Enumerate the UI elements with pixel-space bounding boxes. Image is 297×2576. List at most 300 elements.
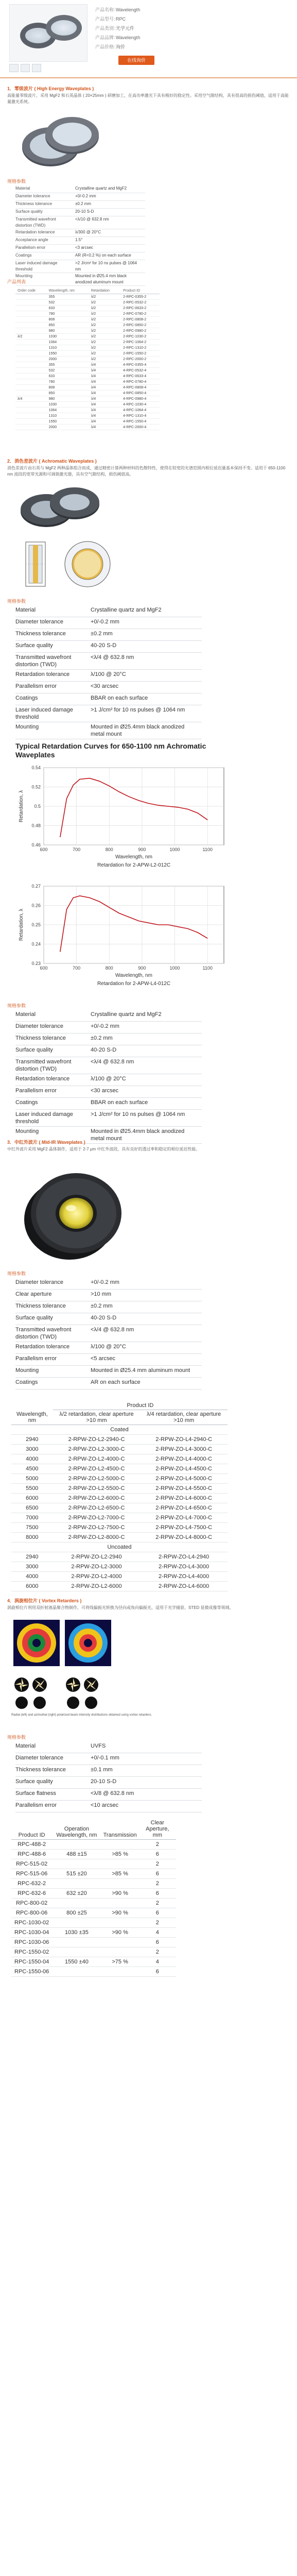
table-cell: >85 % [101, 1869, 139, 1879]
table-cell: 4-RPC-1550-4 [121, 419, 160, 425]
mid-ir-waveplate-photo [15, 1162, 129, 1265]
info-label: 产品类别： [95, 26, 119, 31]
table-cell [15, 385, 47, 391]
spec-value: +0/-0.2 mm [75, 193, 145, 201]
table-row [11, 1918, 176, 1928]
table-row [15, 328, 160, 334]
table-cell: 2 [139, 1840, 176, 1850]
y-tick-label: 0.46 [31, 842, 41, 848]
table-cell [15, 351, 47, 357]
column-header: λ/4 retardation, clear aperture >10 mm [140, 1410, 228, 1425]
group-label-row [11, 1543, 228, 1552]
spec-key: Parallelism error [15, 1354, 91, 1366]
table-row [11, 1869, 176, 1879]
section-title: 1．零级波片 ( High Energy Waveplates ) [7, 86, 94, 91]
table-cell [15, 425, 47, 430]
table-row [11, 1840, 176, 1850]
table-cell [101, 1859, 139, 1869]
table-row [15, 340, 160, 345]
table-cell: 4-RPC-1030-4 [121, 402, 160, 408]
table-cell: 2-RPW-ZO-L2-7500-C [53, 1523, 141, 1533]
spec-key: Coatings [15, 1378, 91, 1389]
thumbnail[interactable] [21, 64, 30, 72]
group-label: Uncoated [11, 1543, 228, 1552]
spec-key: Surface quality [15, 641, 91, 653]
spec-value: 20-10 S-D [75, 209, 145, 216]
spec-heading: 规格参数 [7, 179, 26, 184]
spec-row [15, 245, 145, 252]
table-cell: λ/4 [89, 408, 121, 413]
table-cell: 2-RPW-ZO-L2-7000-C [53, 1513, 141, 1523]
table-cell: λ/4 [89, 374, 121, 379]
table-row [11, 1435, 228, 1445]
spec-value: <5 arcsec [91, 1354, 202, 1366]
spec-value: >10 mm [91, 1290, 202, 1301]
table-row [11, 1523, 228, 1533]
table-row [15, 317, 160, 323]
table-cell: 780 [47, 311, 89, 317]
chart-section-title: Typical Retardation Curves for 650-1100 nm Achromatic Waveplates [15, 742, 206, 759]
spec-value: λ/100 @ 20°C [91, 1342, 202, 1354]
table-cell: 1550 ±40 [52, 1957, 101, 1967]
spec-value: +0/-0.2 mm [91, 1278, 202, 1290]
table-row [15, 402, 160, 408]
spec-key: Mounting [15, 273, 75, 286]
table-cell: 2-RPW-ZO-L2-5000-C [53, 1474, 141, 1484]
table-cell: 2-RPW-ZO-L2-3000 [53, 1562, 141, 1572]
table-cell [15, 374, 47, 379]
table-cell: 488 ±15 [52, 1850, 101, 1859]
table-row [15, 413, 160, 419]
column-header: λ/2 retardation, clear aperture >10 mm [53, 1410, 141, 1425]
section-description: 高能量零级波片，采用 MgF2 和石英晶体 ( 20×25mm ) 研磨加工，在高功率激光下具有极好的稳定性。采用空气隙结构，具有很高的损伤阈值，适用于高能量激光系统。 [7, 93, 289, 104]
spec-row [15, 1022, 202, 1033]
table-cell: λ/4 [89, 419, 121, 425]
table-cell [15, 408, 47, 413]
y-tick-label: 0.52 [31, 784, 41, 790]
thumbnail[interactable] [32, 64, 41, 72]
x-tick-label: 1100 [202, 965, 213, 971]
table-cell: 800 ±25 [52, 1908, 101, 1918]
product-header [0, 0, 297, 82]
table-cell: 4-RPC-0980-4 [121, 396, 160, 402]
spec-table [15, 1010, 202, 1144]
spec-value: >2 J/cm² for 10 ns pulses @ 1064 nm [75, 260, 145, 273]
table-cell [15, 379, 47, 385]
table-cell: 2 [139, 1879, 176, 1889]
spec-key: Material [15, 1741, 91, 1753]
product-list-heading: 产品列表 [7, 279, 26, 284]
spec-value: ±0.2 mm [91, 1033, 202, 1045]
table-row [11, 1494, 228, 1503]
table-cell: 7500 [11, 1523, 53, 1533]
table-cell: 4-RPC-0808-4 [121, 385, 160, 391]
spec-value: Mounted in Ø25.4 mm aluminum mount [91, 1366, 202, 1378]
table-cell: 2-RPC-0808-2 [121, 317, 160, 323]
product-main-image[interactable] [9, 4, 88, 62]
retardation-chart-half-wave [15, 762, 232, 875]
table-row [11, 1938, 176, 1947]
spec-key: Thickness tolerance [15, 1033, 91, 1045]
table-cell: >90 % [101, 1928, 139, 1938]
table-cell: 6 [139, 1908, 176, 1918]
table-cell: 532 [47, 300, 89, 306]
table-cell: 980 [47, 328, 89, 334]
table-cell [15, 328, 47, 334]
table-cell [101, 1879, 139, 1889]
spec-row [15, 1010, 202, 1022]
spec-key: Transmitted wavefront distortion (TWD) [15, 1057, 91, 1074]
spec-value: <30 arcsec [91, 1086, 202, 1098]
table-cell: 1030 [47, 334, 89, 340]
x-tick-label: 700 [73, 965, 81, 971]
spec-row [15, 1354, 202, 1366]
table-cell: RPC-1030-04 [11, 1928, 52, 1938]
table-cell [15, 306, 47, 311]
spec-value: AR on each surface [91, 1378, 202, 1389]
spec-row [15, 260, 145, 273]
spec-row [15, 605, 202, 617]
spec-heading: 规格参数 [7, 1003, 26, 1008]
group-label: Coated [11, 1425, 228, 1435]
table-cell: >90 % [101, 1889, 139, 1899]
table-row [11, 1928, 176, 1938]
table-cell: λ/4 [89, 362, 121, 368]
spec-row [15, 1057, 202, 1074]
table-cell: >90 % [101, 1908, 139, 1918]
spec-row [15, 1290, 202, 1301]
spec-key: Parallelism error [15, 1801, 91, 1812]
table-cell [52, 1938, 101, 1947]
column-header: Product ID [11, 1819, 52, 1840]
spec-row [15, 653, 202, 670]
table-cell: 2-RPW-ZO-L4-6000 [140, 1582, 228, 1591]
waveplate-drawing [15, 536, 118, 592]
spec-key: Retardation tolerance [15, 1342, 91, 1354]
spec-row [15, 1366, 202, 1378]
spec-key: Mounting [15, 722, 91, 739]
table-cell [52, 1879, 101, 1889]
spec-row [15, 1765, 202, 1777]
spec-key: Parallelism error [15, 1086, 91, 1098]
chart-caption: Retardation for 2-APW-L4-012C [97, 981, 171, 987]
spec-key: Material [15, 605, 91, 617]
table-cell: 4000 [11, 1454, 53, 1464]
section-description: 消色差波片由石英与 MgF2 两种晶体组合而成，通过精密计算两种材料的色散特性，使得在较宽的光谱范围内相位延迟量基本保持不变。适用于 650-1100 nm 波段的宽带光源和可调谐激光器，具有空气隙结构，损伤阈值高。 [7, 466, 286, 477]
spec-value: BBAR on each surface [91, 693, 202, 705]
spec-key: Thickness tolerance [15, 201, 75, 209]
table-cell [15, 323, 47, 328]
table-row [15, 300, 160, 306]
spec-row [15, 1074, 202, 1086]
spec-value: ±0.2 mm [91, 1301, 202, 1313]
spec-row [15, 1378, 202, 1389]
table-cell: 532 [47, 368, 89, 374]
y-tick-label: 0.24 [31, 941, 41, 947]
image-thumbnails [9, 64, 43, 74]
table-cell: 6 [139, 1850, 176, 1859]
table-cell: 633 [47, 306, 89, 311]
product-info-row [95, 33, 140, 42]
table-cell: 2-RPW-ZO-L4-8000-C [140, 1533, 228, 1543]
spec-row [15, 682, 202, 693]
table-cell: RPC-632-2 [11, 1879, 52, 1889]
spec-key: Surface quality [15, 1313, 91, 1325]
y-tick-label: 0.23 [31, 961, 41, 966]
spec-key: Laser induced damage threshold [15, 1110, 91, 1127]
table-cell: 2-RPW-ZO-L4-6500-C [140, 1503, 228, 1513]
table-cell: 4-RPC-0355-4 [121, 362, 160, 368]
spec-key: Material [15, 1010, 91, 1022]
table-cell: 1030 [47, 402, 89, 408]
info-label: 产品名称： [95, 7, 119, 12]
table-row [11, 1474, 228, 1484]
table-cell: RPC-1030-02 [11, 1918, 52, 1928]
table-cell: 850 [47, 391, 89, 396]
spec-value: <λ/8 @ 632.8 nm [91, 1789, 202, 1801]
table-cell [15, 368, 47, 374]
table-cell: 1310 [47, 413, 89, 419]
table-row [11, 1533, 228, 1543]
product-info-row [95, 5, 140, 14]
table-cell [15, 402, 47, 408]
column-header: Retardation [89, 287, 121, 294]
info-value: 光学元件 [116, 26, 135, 31]
table-cell: 4-RPC-0532-4 [121, 368, 160, 374]
table-cell [15, 311, 47, 317]
table-row [11, 1454, 228, 1464]
spec-value: +0/-0.2 mm [91, 1022, 202, 1033]
table-header [11, 1401, 228, 1410]
spec-value: <3 arcsec [75, 245, 145, 252]
table-cell: 2-RPW-ZO-L4-7000-C [140, 1513, 228, 1523]
table-cell: 2-RPW-ZO-L4-3000-C [140, 1445, 228, 1454]
table-cell: 2 [139, 1899, 176, 1908]
y-tick-label: 0.48 [31, 823, 41, 828]
table-cell [15, 362, 47, 368]
table-row [11, 1947, 176, 1957]
table-cell: 2-RPW-ZO-L4-4500-C [140, 1464, 228, 1474]
table-cell: 4-RPC-0850-4 [121, 391, 160, 396]
spec-value: <λ/4 @ 632.8 nm [91, 653, 202, 670]
table-cell: λ/4 [89, 391, 121, 396]
table-cell: 2-RPW-ZO-L2-4000 [53, 1572, 141, 1582]
retardation-chart-quarter-wave [15, 881, 232, 993]
column-header: Operation Wavelength, nm [52, 1819, 101, 1840]
table-cell: 2-RPW-ZO-L4-3000 [140, 1562, 228, 1572]
table-row [11, 1859, 176, 1869]
spec-key: Transmitted wavefront distortion (TWD) [15, 216, 75, 229]
table-cell: 2-RPC-0633-2 [121, 306, 160, 311]
table-cell: λ/2 [89, 357, 121, 362]
spec-row [15, 209, 145, 216]
spec-row [15, 229, 145, 237]
spec-value: Mounted in Ø25.4mm black anodized metal mount [91, 722, 202, 739]
table-cell: 4-RPC-0780-4 [121, 379, 160, 385]
table-header [15, 287, 160, 294]
table-cell: λ/2 [89, 311, 121, 317]
spec-value: 40-20 S-D [91, 1313, 202, 1325]
table-row [11, 1879, 176, 1889]
table-row [15, 368, 160, 374]
table-cell: 6 [139, 1889, 176, 1899]
table-row [11, 1562, 228, 1572]
spec-key: Laser induced damage threshold [15, 705, 91, 722]
table-cell: 2-RPC-0850-2 [121, 323, 160, 328]
table-row [11, 1967, 176, 1977]
product-table [15, 287, 160, 430]
table-header [11, 1819, 176, 1840]
table-row [11, 1850, 176, 1859]
table-row [11, 1484, 228, 1494]
spec-value: <10 arcsec [91, 1801, 202, 1812]
chart-caption: Retardation for 2-APW-L2-012C [97, 862, 171, 868]
table-cell: RPC-632-6 [11, 1889, 52, 1899]
spec-key: Acceptance angle [15, 237, 75, 245]
spec-value: Crystalline quartz and MgF2 [91, 605, 202, 617]
table-row [11, 1513, 228, 1523]
vortex-product-table [11, 1819, 176, 1977]
table-cell: 2-RPW-ZO-L2-4000-C [53, 1454, 141, 1464]
table-row [15, 425, 160, 430]
x-tick-label: 600 [40, 965, 48, 971]
table-cell [15, 294, 47, 300]
info-value: RPC [116, 16, 126, 22]
table-cell: RPC-1030-06 [11, 1938, 52, 1947]
spec-key: Mounting [15, 1127, 91, 1144]
table-cell: 2-RPW-ZO-L2-6500-C [53, 1503, 141, 1513]
y-tick-label: 0.5 [34, 804, 41, 809]
spec-key: Diameter tolerance [15, 1753, 91, 1765]
table-cell [15, 419, 47, 425]
table-row [15, 306, 160, 311]
table-cell: 808 [47, 385, 89, 391]
spec-key: Clear aperture [15, 1290, 91, 1301]
table-cell [15, 413, 47, 419]
spec-row [15, 1033, 202, 1045]
spec-row [15, 629, 202, 641]
table-cell: 8000 [11, 1533, 53, 1543]
section-title: 2．消色差波片 ( Achromatic Waveplates ) [7, 459, 97, 464]
spec-key: Coatings [15, 693, 91, 705]
table-cell: λ/4 [89, 425, 121, 430]
divider [0, 77, 297, 78]
section-description: 中红外波片采用 MgF2 晶体制作，适用于 2-7 μm 中红外波段，具有良好的透过率和稳定的相位延迟性能。 [7, 1147, 200, 1151]
table-cell: 2-RPW-ZO-L2-2940-C [53, 1435, 141, 1445]
table-cell: 6000 [11, 1582, 53, 1591]
table-cell: 6000 [11, 1494, 53, 1503]
spec-value: Mounted in Ø25.4mm black anodized metal mount [91, 1127, 202, 1144]
table-cell: 808 [47, 317, 89, 323]
table-cell: 4000 [11, 1572, 53, 1582]
spec-value: UVFS [91, 1741, 202, 1753]
spec-table [15, 1741, 202, 1812]
table-cell: 780 [47, 379, 89, 385]
spec-key: Diameter tolerance [15, 1278, 91, 1290]
spec-value: 1.5° [75, 237, 145, 245]
table-row [15, 385, 160, 391]
table-row [11, 1957, 176, 1967]
table-cell: 632 ±20 [52, 1889, 101, 1899]
table-cell: RPC-1550-04 [11, 1957, 52, 1967]
spec-key: Coatings [15, 1098, 91, 1110]
spec-key: Thickness tolerance [15, 629, 91, 641]
spec-key: Coatings [15, 252, 75, 260]
table-cell: 2-RPC-0532-2 [121, 300, 160, 306]
column-header: Order code [15, 287, 47, 294]
table-cell [52, 1967, 101, 1977]
spec-key: Retardation tolerance [15, 1074, 91, 1086]
table-cell: RPC-1550-02 [11, 1947, 52, 1957]
spec-key: Laser induced damage threshold [15, 260, 75, 273]
table-cell: λ/2 [89, 340, 121, 345]
table-cell: RPC-515-06 [11, 1869, 52, 1879]
table-cell: RPC-1550-06 [11, 1967, 52, 1977]
spec-value: ±0.2 mm [75, 201, 145, 209]
spec-value: <λ/4 @ 632.8 nm [91, 1325, 202, 1342]
vortex-intensity-images [11, 1618, 114, 1710]
table-cell: 2-RPW-ZO-L2-6000 [53, 1582, 141, 1591]
info-label: 产品品牌： [95, 35, 119, 40]
spec-value: <λ/4 @ 632.8 nm [91, 1057, 202, 1074]
inquiry-button[interactable]: 在线询价 [118, 56, 154, 65]
spec-row [15, 617, 202, 629]
spec-value: <λ/10 @ 632.8 nm [75, 216, 145, 229]
column-header: Transmission [101, 1819, 139, 1840]
table-cell: 3000 [11, 1445, 53, 1454]
table-cell: 4-RPC-2000-4 [121, 425, 160, 430]
x-tick-label: 900 [138, 965, 146, 971]
table-row [15, 374, 160, 379]
table-cell: 2-RPW-ZO-L4-5500-C [140, 1484, 228, 1494]
table-row [11, 1503, 228, 1513]
table-cell: RPC-488-2 [11, 1840, 52, 1850]
waveplate-ring-image [46, 15, 82, 41]
table-cell [101, 1947, 139, 1957]
spec-key: Mounting [15, 1366, 91, 1378]
table-cell: 2-RPW-ZO-L2-2940 [53, 1552, 141, 1562]
table-cell: 2-RPC-1310-2 [121, 345, 160, 351]
table-cell: λ/4 [89, 402, 121, 408]
table-cell: RPC-488-6 [11, 1850, 52, 1859]
spec-value: ±0.2 mm [91, 629, 202, 641]
table-cell: 2940 [11, 1435, 53, 1445]
spec-row [15, 1086, 202, 1098]
spec-row [15, 1325, 202, 1342]
x-tick-label: 700 [73, 847, 81, 852]
spec-key: Transmitted wavefront distortion (TWD) [15, 653, 91, 670]
spec-key: Material [15, 185, 75, 193]
x-tick-label: 600 [40, 847, 48, 852]
info-label: 产品型号： [95, 16, 119, 22]
spec-row [15, 670, 202, 682]
table-cell: 2 [139, 1947, 176, 1957]
section-title: 4．涡旋相位片 ( Vortex Retarders ) [7, 1598, 82, 1603]
thumbnail[interactable] [9, 64, 19, 72]
table-cell: 2-RPW-ZO-L2-3000-C [53, 1445, 141, 1454]
table-cell [101, 1938, 139, 1947]
spec-row [15, 216, 145, 229]
table-cell [101, 1918, 139, 1928]
table-cell: RPC-800-06 [11, 1908, 52, 1918]
spec-key: Parallelism error [15, 682, 91, 693]
spec-row [15, 185, 145, 193]
table-cell: >85 % [101, 1850, 139, 1859]
table-cell [101, 1840, 139, 1850]
table-row [15, 419, 160, 425]
section-description: 涡旋相位片利用双折射液晶聚合物制作，可将线偏振光转换为径向或角向偏振光，适用于光学捕获、STED 显微成像等领域。 [7, 1605, 234, 1610]
table-cell: λ/4 [89, 413, 121, 419]
